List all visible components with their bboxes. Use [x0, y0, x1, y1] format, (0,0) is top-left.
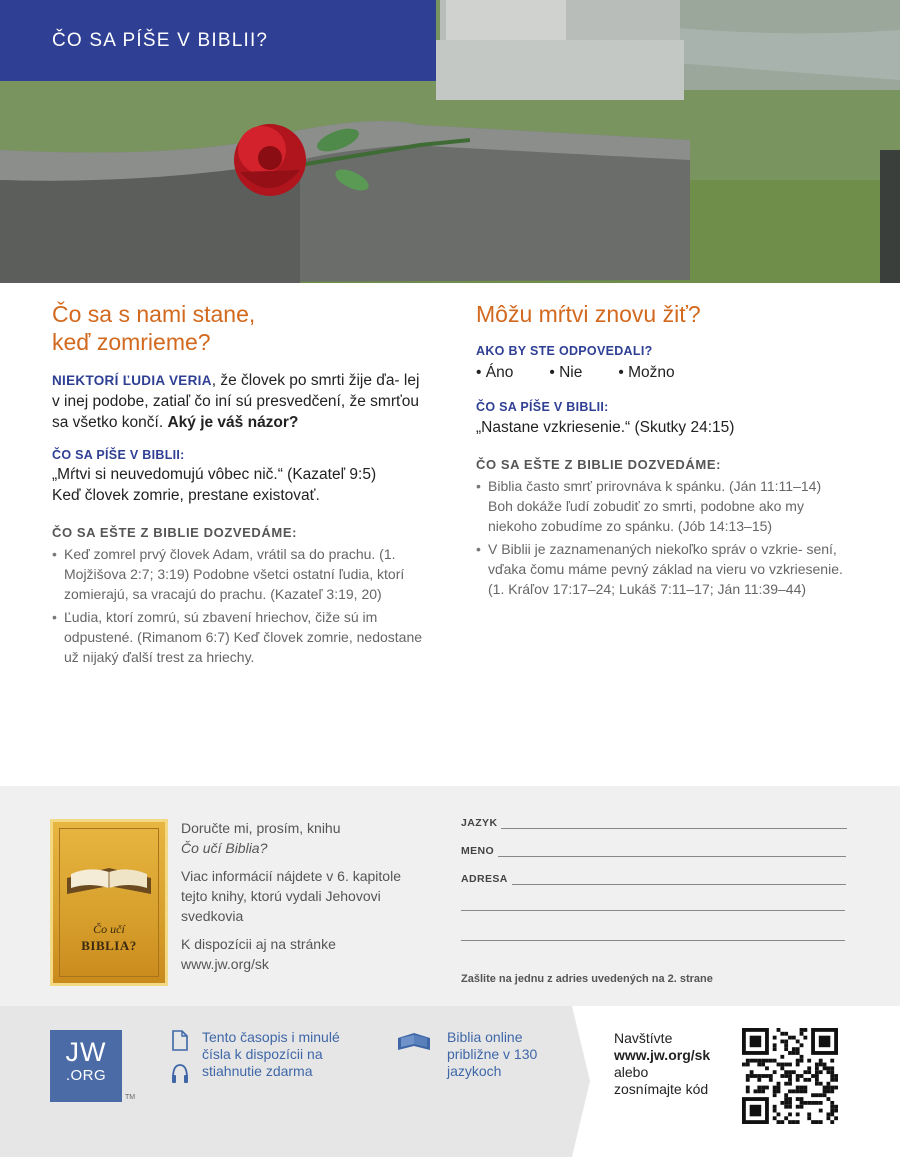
left-bullet-2: • Ľudia, ktorí zomrú, sú zbavení hriechov, čiže sú im odpustené. (Rimanom 6:7) Keď človek zomrie, nedostane už nijaký ďalší trest za hriechy.: [52, 607, 422, 667]
left-column: [52, 300, 424, 667]
left-bible-label: ČO SA PÍŠE V BIBLII:: [52, 448, 185, 462]
right-bullet-2: • V Biblii je zaznamenaných niekoľko správ o vzkrie- sení, vďaka čomu máme pevný základ na vieru vo vzkriesenie. (1. Kráľov 17:17–24; Lukáš 7:11–17; Ján 11:39–44): [476, 539, 846, 599]
address-line-3[interactable]: [461, 940, 845, 941]
mailing-note: Zašlite na jednu z adries uvedených na 2. strane: [461, 973, 713, 985]
download-icons: [170, 1030, 190, 1088]
right-more-label: ČO SA EŠTE Z BIBLIE DOZVEDÁME:: [476, 457, 722, 472]
section-banner: [0, 0, 436, 81]
hero-photo: [0, 0, 900, 283]
intro-rest: , že človek po smrti žije ďa- lej v inej podobe, zatiaľ čo iní sú presvedčení, že smrťou sa všetko končí.: [52, 372, 420, 431]
left-heading: [52, 300, 424, 356]
open-bible-image: [53, 842, 165, 912]
document-icon: [173, 1031, 187, 1050]
right-column: [476, 300, 856, 599]
banner-title: ČO SA PÍŠE V BIBLII?: [52, 29, 269, 51]
left-heading-line2: keď zomrieme?: [52, 329, 211, 355]
right-bible-label: ČO SA PÍŠE V BIBLII:: [476, 400, 609, 414]
left-intro: [52, 370, 424, 433]
answer-no[interactable]: • Nie: [549, 364, 582, 382]
intro-question: Aký je váš názor?: [167, 414, 299, 431]
book-icon: [396, 1030, 432, 1054]
headphones-icon: [172, 1065, 188, 1083]
order-form-section: [0, 786, 900, 1006]
book-title-line1: Čo učí: [93, 922, 125, 936]
right-heading: Môžu mŕtvi znovu žiť?: [476, 301, 701, 327]
name-input-line[interactable]: [498, 856, 846, 857]
download-info[interactable]: Tento časopis i minulé čísla k dispozícii na stiahnutie zdarma: [202, 1029, 340, 1079]
book-cover: [50, 819, 168, 986]
qr-code-panel[interactable]: [734, 1020, 870, 1132]
right-bible-quote: „Nastane vzkriesenie.“ (Skutky 24:15): [476, 419, 735, 436]
name-label: MENO: [461, 845, 495, 857]
answer-yes[interactable]: • Áno: [476, 364, 513, 382]
left-more-label: ČO SA EŠTE Z BIBLIE DOZVEDÁME:: [52, 525, 298, 540]
book-title-line2: BIBLIA?: [81, 938, 137, 953]
address-input-line[interactable]: [512, 884, 846, 885]
order-request: Doručte mi, prosím, knihu: [181, 820, 341, 836]
jw-org-logo[interactable]: [50, 1030, 122, 1102]
footer: [0, 1006, 900, 1157]
logo-line1: JW: [65, 1037, 107, 1067]
left-bullet-1: • Keď zomrel prvý človek Adam, vrátil sa do prachu. (1. Mojžišova 2:7; 3:19) Podobne všetci ostatní ľudia, ktorí zomierajú, sa vracajú do prachu. (Kazateľ 3:19, 20): [52, 544, 422, 604]
order-website: K dispozícii aj na stránke www.jw.org/sk: [181, 936, 336, 972]
address-field[interactable]: [461, 873, 846, 885]
address-label: ADRESA: [461, 873, 508, 885]
left-heading-line1: Čo sa s nami stane,: [52, 301, 256, 327]
visit-info: Navštívte www.jw.org/sk alebo zosnímajte kód: [614, 1030, 711, 1097]
trademark-mark: TM: [125, 1094, 136, 1101]
left-bible-quote: „Mŕtvi si neuvedomujú vôbec nič.“ (Kazateľ 9:5) Keď človek zomrie, prestane existovať.: [52, 466, 377, 504]
language-field[interactable]: [461, 817, 847, 829]
answer-options: [476, 364, 856, 382]
address-line-2[interactable]: [461, 910, 845, 911]
order-more-info: Viac informácií nájdete v 6. kapitole tejto knihy, ktorú vydali Jehovovi svedkovia: [181, 868, 401, 924]
answer-maybe[interactable]: • Možno: [618, 364, 674, 382]
right-bullet-1: • Biblia často smrť prirovnáva k spánku. (Ján 11:11–14) Boh dokáže ľudí zobudiť zo smrti, podobne ako my niekoho zobudíme zo spánku. (Jób 14:13–15): [476, 476, 826, 536]
language-label: JAZYK: [461, 817, 498, 829]
name-field[interactable]: [461, 845, 846, 857]
order-description: [181, 818, 421, 982]
online-bible-info[interactable]: Biblia online približne v 130 jazykoch: [447, 1029, 538, 1079]
website-link[interactable]: www.jw.org/sk: [614, 1047, 711, 1063]
qr-code-icon[interactable]: [734, 1020, 870, 1132]
right-answer-label: AKO BY STE ODPOVEDALI?: [476, 344, 653, 358]
language-input-line[interactable]: [501, 828, 847, 829]
intro-lead: NIEKTORÍ ĽUDIA VERIA: [52, 373, 212, 388]
logo-line2: .ORG: [65, 1067, 107, 1084]
order-book-name: Čo učí Biblia?: [181, 840, 268, 856]
